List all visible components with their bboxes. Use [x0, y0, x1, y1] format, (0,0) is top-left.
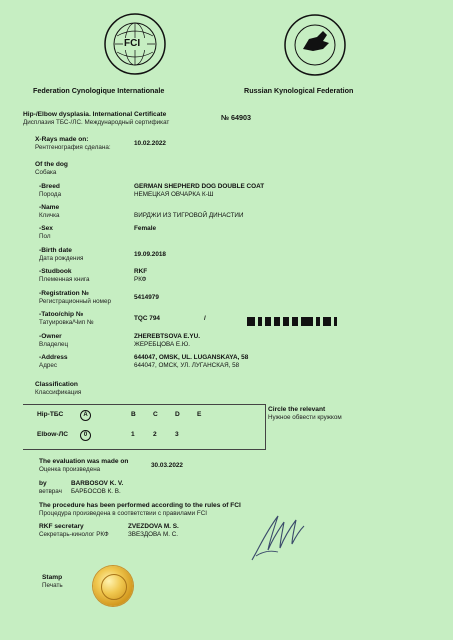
dog-label-ru: Собака [35, 169, 57, 176]
elbow-label: Elbow-ЛС [37, 431, 68, 438]
certificate-number: № 64903 [221, 113, 251, 122]
address-value: 644047, OMSK, UL. LUGANSKAYA, 58 [134, 354, 249, 361]
owner-value-ru: ЖЕРЕБЦОВА Е.Ю. [134, 341, 190, 348]
hip-grade-d: D [175, 411, 180, 418]
procedure-text-ru: Процедура произведена в соответствии с правилами FCI [39, 510, 207, 517]
gold-seal-inner-ring [101, 574, 127, 600]
owner-label-ru: Владелец [39, 341, 69, 348]
studbook-label: -Studbook [39, 268, 72, 275]
sex-label: -Sex [39, 225, 53, 232]
hip-grade-c: C [153, 411, 158, 418]
xray-label-ru: Рентгенография сделана: [35, 144, 111, 151]
circle-note: Circle the relevant [268, 406, 326, 413]
address-label: -Address [39, 354, 68, 361]
registration-label: -Registration № [39, 290, 89, 297]
stamp-label-ru: Печать [42, 582, 63, 589]
dog-label: Of the dog [35, 161, 68, 168]
address-label-ru: Адрес [39, 362, 58, 369]
breed-value-ru: НЕМЕЦКАЯ ОВЧАРКА К-Ш [134, 191, 214, 198]
secretary-name: ZVEZDOVA M. S. [128, 523, 179, 530]
stamp-label: Stamp [42, 574, 63, 581]
fci-name: Federation Cynologique Internationale [33, 86, 165, 95]
certificate-title-ru: Дисплазия ТБС-/ЛС. Международный сертификат [23, 119, 170, 126]
owner-label: -Owner [39, 333, 62, 340]
elbow-grade-1: 1 [131, 431, 135, 438]
chip-separator: / [204, 315, 206, 322]
sex-value: Female [134, 225, 157, 232]
breed-value: GERMAN SHEPHERD DOG DOUBLE COAT [134, 183, 265, 190]
secretary-label: RKF secretary [39, 523, 84, 530]
vet-by: by [39, 480, 47, 487]
hip-grade-e: E [197, 411, 202, 418]
tattoo-label: -Tatoo/chip № [39, 311, 84, 318]
fci-logo-center: FCI [124, 38, 141, 49]
evaluation-label-ru: Оценка произведена [39, 466, 101, 473]
fci-logo [103, 12, 167, 76]
elbow-grade-3: 3 [175, 431, 179, 438]
hip-label: Hip-ТБС [37, 411, 64, 418]
registration-value: 5414979 [134, 294, 159, 301]
studbook-value-ru: РКФ [134, 276, 147, 283]
breed-label-ru: Порода [39, 191, 62, 198]
rkf-name: Russian Kynological Federation [244, 86, 354, 95]
vet-name-ru: БАРБОСОВ К. В. [71, 488, 121, 495]
vet-name: BARBOSOV K. V. [71, 480, 124, 487]
classification-label-ru: Классификация [35, 389, 82, 396]
redacted-chip-code [247, 313, 340, 331]
signature [248, 506, 308, 564]
tattoo-value: TQC 794 [134, 315, 160, 322]
address-value-ru: 644047, ОМСК, УЛ. ЛУГАНСКАЯ, 58 [134, 362, 240, 369]
breed-label: -Breed [39, 183, 60, 190]
studbook-label-ru: Племенная книга [39, 276, 90, 283]
hip-grade-b: B [131, 411, 136, 418]
secretary-name-ru: ЗВЕЗДОВА М. С. [128, 531, 179, 538]
circle-note-ru: Нужное обвести кружком [268, 414, 342, 421]
xray-date: 10.02.2022 [134, 140, 166, 147]
sex-label-ru: Пол [39, 233, 51, 240]
birth-label: -Birth date [39, 247, 72, 254]
birth-label-ru: Дата рождения [39, 255, 84, 262]
evaluation-label: The evaluation was made on [39, 458, 129, 465]
xray-label: X-Rays made on: [35, 136, 89, 143]
rkf-logo [283, 13, 347, 77]
procedure-text: The procedure has been performed according to the rules of FCI [39, 502, 241, 509]
secretary-label-ru: Секретарь-кинолог РКФ [39, 531, 109, 538]
registration-label-ru: Регистрационный номер [39, 298, 111, 305]
elbow-grade-2: 2 [153, 431, 157, 438]
classification-label: Classification [35, 381, 78, 388]
studbook-value: RKF [134, 268, 148, 275]
birth-value: 19.09.2018 [134, 251, 166, 258]
name-label-ru: Кличка [39, 212, 60, 219]
owner-value: ZHEREBTSOVA E.YU. [134, 333, 201, 340]
hip-grade-a-selected: A [80, 410, 91, 421]
tattoo-label-ru: Татуировка/Чип № [39, 319, 94, 326]
vet-by-ru: ветврач [39, 488, 62, 495]
elbow-grade-0-selected: 0 [80, 430, 91, 441]
certificate-title: Hip-/Elbow dysplasia. International Certificate [23, 111, 167, 118]
name-value-ru: ВИРДЖИ ИЗ ТИГРОВОЙ ДИНАСТИИ [134, 212, 244, 219]
evaluation-date: 30.03.2022 [151, 462, 183, 469]
name-label: -Name [39, 204, 60, 211]
